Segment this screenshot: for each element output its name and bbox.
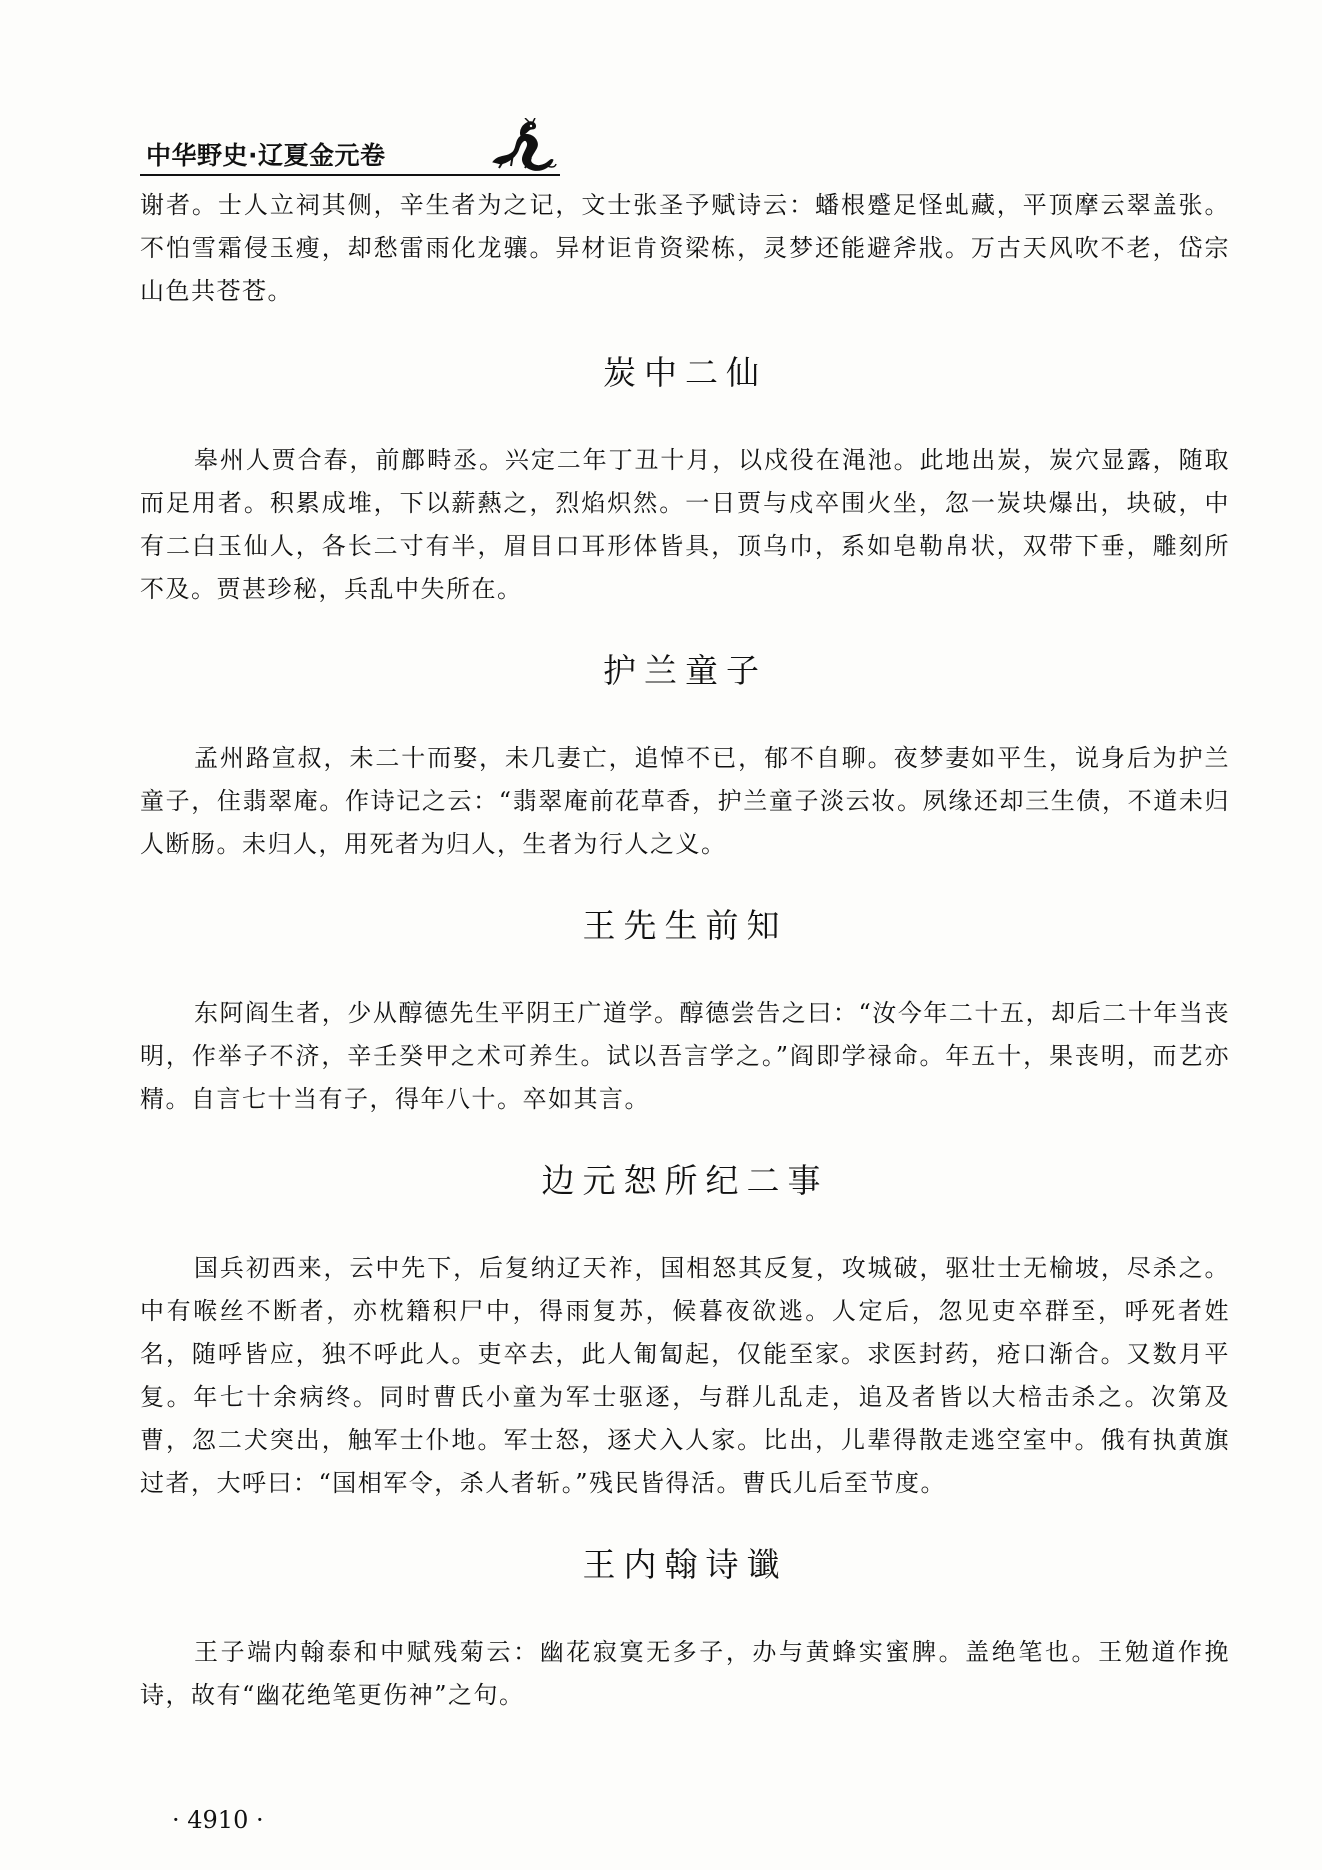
section-paragraph: 皋州人贾合春，前鄜畤丞。兴定二年丁丑十月，以戍役在渑池。此地出炭，炭穴显露，随取而足用者。积累成堆，下以薪爇之，烈焰炽然。一日贾与戍卒围火坐，忽一炭块爆出，块破，中有二白玉仙人，各长二寸有半，眉目口耳形体皆具，顶乌巾，系如皂勒帛状，双带下垂，雕刻所不及。贾甚珍秘，兵乱中失所在。 bbox=[140, 446, 1230, 603]
intro-paragraph: 谢者。士人立祠其侧，辛生者为之记，文士张圣予赋诗云：蟠根蹙足怪虬藏，平顶摩云翠盖张。不怕雪霜侵玉瘦，却愁雷雨化龙骧。异材讵肯资梁栋，灵梦还能避斧戕。万古天风吹不老，岱宗山色共苍苍。 bbox=[140, 191, 1230, 305]
header-rule bbox=[140, 174, 560, 176]
book-title: 中华野史·辽夏金元卷 bbox=[146, 141, 386, 170]
section-title: 王先生前知 bbox=[582, 906, 788, 945]
section-title: 炭中二仙 bbox=[603, 353, 767, 392]
main-text bbox=[140, 184, 1230, 1717]
page-number: · 4910 · bbox=[172, 1806, 264, 1834]
section-paragraph: 孟州路宣叔，未二十而娶，未几妻亡，追悼不已，郁不自聊。夜梦妻如平生，说身后为护兰童子，住翡翠庵。作诗记之云：“翡翠庵前花草香，护兰童子淡云妆。夙缘还却三生债，不道未归人断肠。未归人，用死者为归人，生者为行人之义。 bbox=[140, 744, 1230, 858]
running-header bbox=[140, 118, 560, 178]
dragon-emblem-icon bbox=[485, 118, 557, 174]
section-paragraph: 东阿阎生者，少从醇德先生平阴王广道学。醇德尝告之曰：“汝今年二十五，却后二十年当丧明，作举子不济，辛壬癸甲之术可养生。试以吾言学之。”阎即学禄命。年五十，果丧明，而艺亦精。自言七十当有子，得年八十。卒如其言。 bbox=[140, 999, 1230, 1113]
section-title: 护兰童子 bbox=[603, 651, 767, 690]
section-paragraph: 王子端内翰泰和中赋残菊云：幽花寂寞无多子，办与黄蜂实蜜脾。盖绝笔也。王勉道作挽诗，故有“幽花绝笔更伤神”之句。 bbox=[140, 1638, 1230, 1709]
section-paragraph: 国兵初西来，云中先下，后复纳辽天祚，国相怒其反复，攻城破，驱壮士无榆坡，尽杀之。中有喉丝不断者，亦枕籍积尸中，得雨复苏，候暮夜欲逃。人定后，忽见吏卒群至，呼死者姓名，随呼皆应，独不呼此人。吏卒去，此人匍匐起，仅能至家。求医封药，疮口渐合。又数月平复。年七十余病终。同时曹氏小童为军士驱逐，与群儿乱走，追及者皆以大棓击杀之。次第及曹，忽二犬突出，触军士仆地。军士怒，逐犬入人家。比出，儿辈得散走逃空室中。俄有执黄旗过者，大呼曰：“国相军令，杀人者斩。”残民皆得活。曹氏儿后至节度。 bbox=[140, 1254, 1230, 1497]
section-title: 王内翰诗谶 bbox=[582, 1545, 788, 1584]
section-title: 边元恕所纪二事 bbox=[541, 1161, 829, 1200]
